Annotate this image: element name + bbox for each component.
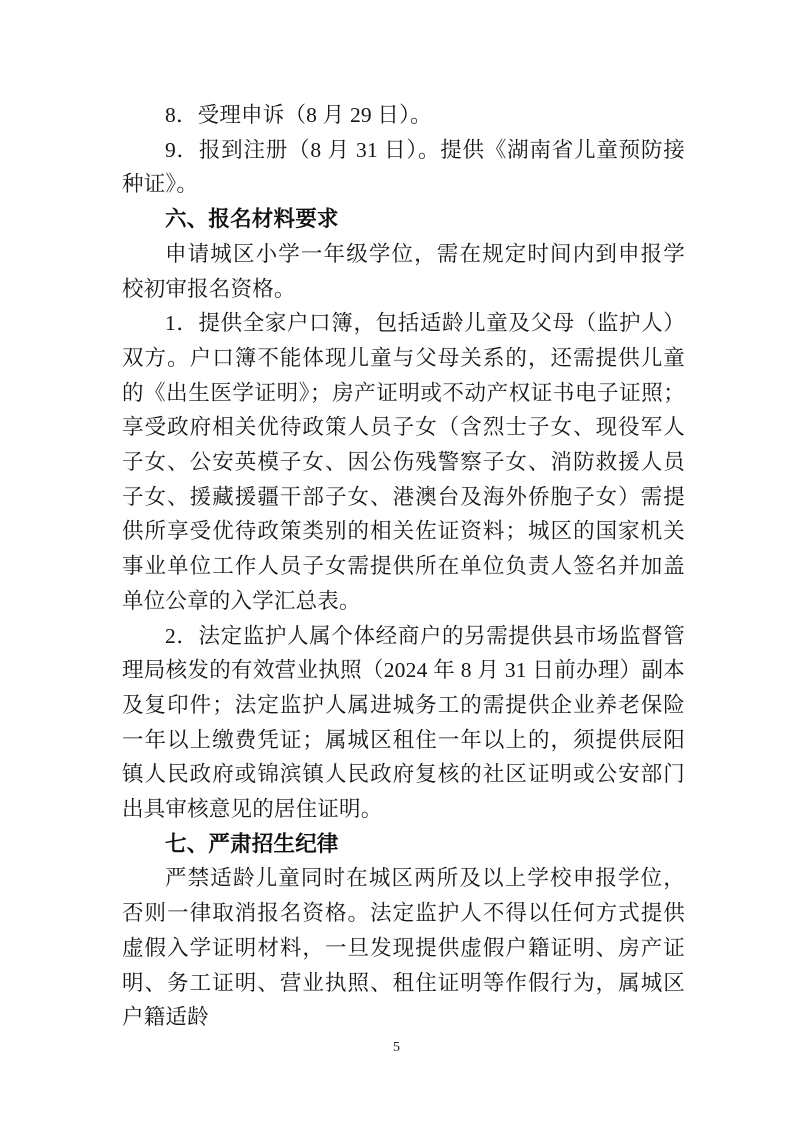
list-item-9-registration: 9．报到注册（8 月 31 日）。提供《湖南省儿童预防接种证》。 — [122, 137, 685, 197]
paragraph-application-intro: 申请城区小学一年级学位，需在规定时间内到申报学校初审报名资格。 — [122, 241, 685, 301]
page-number: 5 — [393, 1040, 400, 1055]
list-item-2-guardian-documents: 2．法定监护人属个体经商户的另需提供县市场监督管理局核发的有效营业执照（2024 年 8 月 31 日前办理）副本及复印件；法定监护人属进城务工的需提供企业养老保险一年以上缴费凭证；属城区租住一年以上的，须提供辰阳镇人民政府或锦滨镇人民政府复核的社区证明或公安部门出具审核意见的居住证明。 — [122, 623, 685, 822]
document-body — [122, 98, 685, 1035]
list-item-8-appeal: 8．受理申诉（8 月 29 日）。 — [165, 103, 432, 127]
section-heading-seven-discipline: 七、严肃招生纪律 — [165, 831, 339, 856]
list-item-1-household-documents: 1．提供全家户口簿，包括适龄儿童及父母（监护人）双方。户口簿不能体现儿童与父母关系的，还需提供儿童的《出生医学证明》；房产证明或不动产权证书电子证照；享受政府相关优待政策人员子女（含烈士子女、现役军人子女、公安英模子女、因公伤残警察子女、消防救援人员子女、援藏援疆干部子女、港澳台及海外侨胞子女）需提供所享受优待政策类别的相关佐证资料；城区的国家机关事业单位工作人员子女需提供所在单位负责人签名并加盖单位公章的入学汇总表。 — [122, 311, 685, 613]
section-heading-six-materials: 六、报名材料要求 — [165, 207, 339, 232]
paragraph-discipline-rules: 严禁适龄儿童同时在城区两所及以上学校申报学位，否则一律取消报名资格。法定监护人不得以任何方式提供虚假入学证明材料，一旦发现提供虚假户籍证明、房产证明、务工证明、营业执照、租住证明等作假行为，属城区户籍适龄 — [122, 866, 685, 1030]
